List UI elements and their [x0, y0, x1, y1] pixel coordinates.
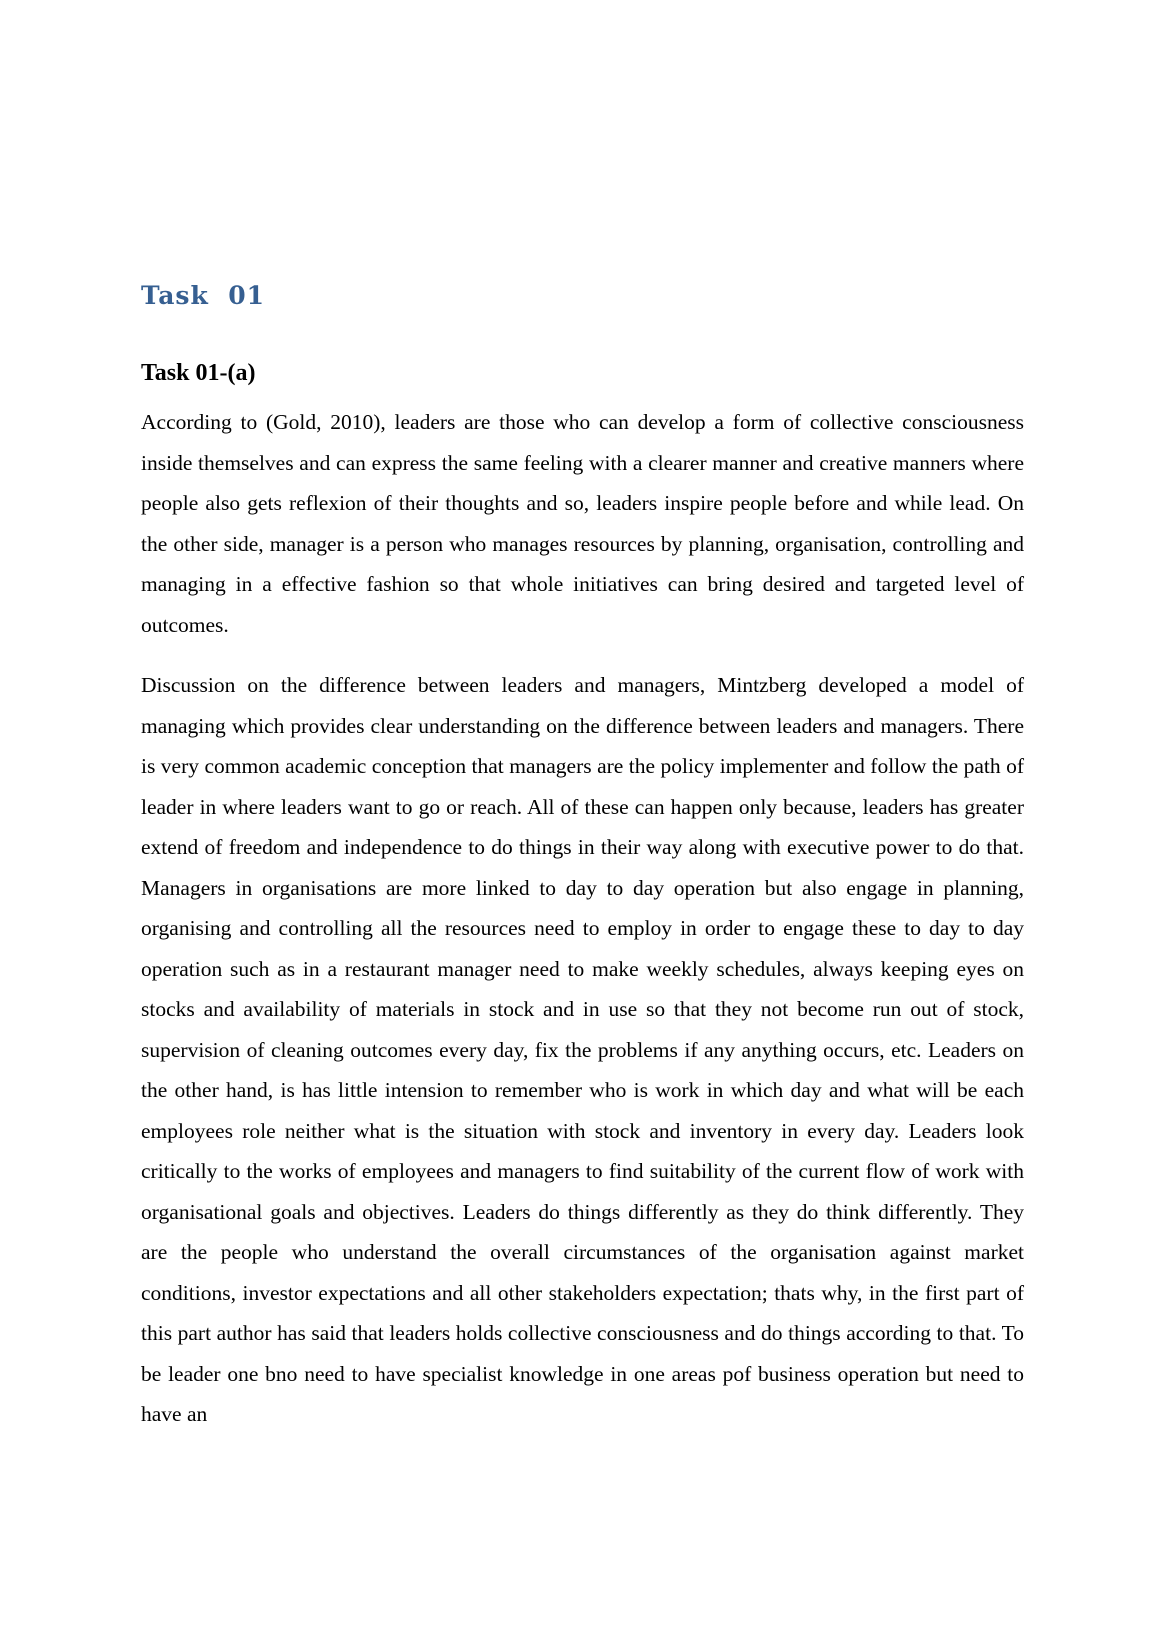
paragraph-2: Discussion on the difference between leaders and managers, Mintzberg developed a model of managing which provides clear understanding on the difference between leaders and managers. There is very common academic conception that managers are the policy implementer and follow the path of leader in where leaders want to go or reach. All of these can happen only because, leaders has greater extend of freedom and independence to do things in their way along with executive power to do that. Managers in organisations are more linked to day to day operation but also engage in planning, organising and controlling all the resources need to employ in order to engage these to day to day operation such as in a restaurant manager need to make weekly schedules, always keeping eyes on stocks and availability of materials in stock and in use so that they not become run out of stock, supervision of cleaning outcomes every day, fix the problems if any anything occurs, etc. Leaders on the other hand, is has little intension to remember who is work in which day and what will be each employees role neither what is the situation with stock and inventory in every day. Leaders look critically to the works of employees and managers to find suitability of the current flow of work with organisational goals and objectives. Leaders do things differently as they do think differently. They are the people who understand the overall circumstances of the organisation against market conditions, investor expectations and all other stakeholders expectation; thats why, in the first part of this part author has said that leaders holds collective consciousness and do things according to that. To be leader one bno need to have specialist knowledge in one areas pof business operation but need to have an: [141, 673, 1024, 1426]
paragraph-1: According to (Gold, 2010), leaders are those who can develop a form of collective consciousness inside themselves and can express the same feeling with a clearer manner and creative manners where people also gets reflexion of their thoughts and so, leaders inspire people before and while lead. On the other side, manager is a person who manages resources by planning, organisation, controlling and managing in a effective fashion so that whole initiatives can bring desired and targeted level of outcomes.: [141, 410, 1024, 637]
task-subheading: Task 01-(a): [141, 360, 256, 386]
task-heading: Task 01: [141, 281, 266, 310]
document-body: [141, 280, 1024, 1455]
